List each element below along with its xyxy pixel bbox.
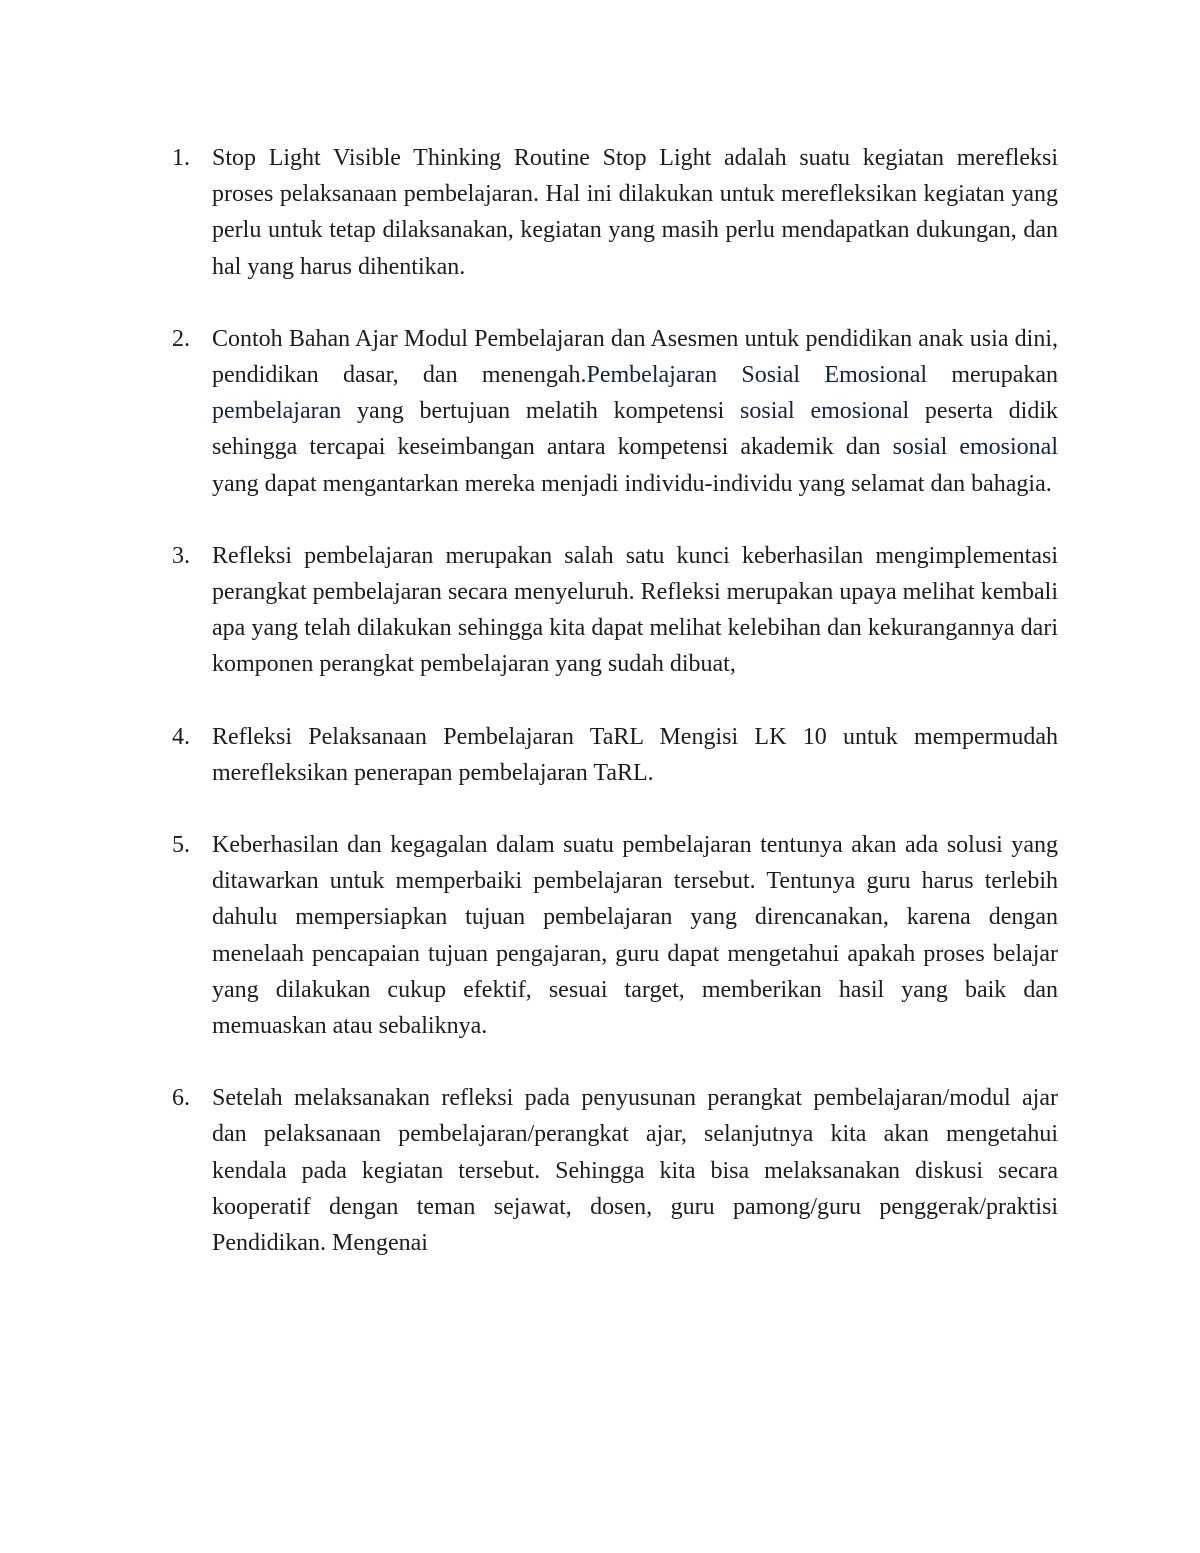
text-segment-emphasis: pembelajaran (212, 398, 342, 425)
list-item-number: 4. (172, 723, 190, 750)
text-segment-emphasis: sosial emosional (740, 398, 910, 425)
list-item-number: 1. (172, 145, 190, 171)
text-segment: peserta didik sehingga tercapai keseimbangan antara kompetensi akademik dan (212, 398, 1058, 461)
list-item (172, 321, 1058, 502)
text-segment: merupakan (927, 362, 1059, 389)
list-item-text (212, 326, 1058, 497)
list-item-text: Setelah melaksanakan refleksi pada penyusunan perangkat pembelajaran/modul ajar dan pelaksanaan pembelajaran/perangkat ajar, selanjutnya kita akan mengetahui kendala pada kegiatan tersebut. Sehingga kita bisa melaksanakan diskusi secara kooperatif dengan teman sejawat, dosen, guru pamong/guru penggerak/praktisi Pendidikan. Mengenai (212, 1085, 1058, 1257)
list-item-number: 2. (172, 325, 190, 352)
numbered-list (172, 140, 1058, 1297)
text-segment-emphasis: Pembelajaran Sosial Emosional (586, 362, 928, 389)
list-item (172, 827, 1058, 1044)
list-item-number: 3. (172, 542, 190, 569)
list-item (172, 538, 1058, 683)
text-segment: yang bertujuan melatih kompetensi (341, 398, 741, 425)
list-item (172, 140, 1058, 285)
text-segment-emphasis: sosial emosional (892, 434, 1058, 461)
list-item-text: Stop Light Visible Thinking Routine Stop Light adalah suatu kegiatan merefleksi proses pelaksanaan pembelajaran. Hal ini dilakukan untuk merefleksikan kegiatan yang perlu untuk tetap dilaksanakan, kegiatan yang masih perlu mendapatkan dukungan, dan hal yang harus dihentikan. (212, 145, 1058, 280)
list-item-text: Keberhasilan dan kegagalan dalam suatu pembelajaran tentunya akan ada solusi yang ditawarkan untuk memperbaiki pembelajaran tersebut. Tentunya guru harus terlebih dahulu mempersiapkan tujuan pembelajaran yang direncanakan, karena dengan menelaah pencapaian tujuan pengajaran, guru dapat mengetahui apakah proses belajar yang dilakukan cukup efektif, sesuai target, memberikan hasil yang baik dan memuaskan atau sebaliknya. (212, 832, 1058, 1040)
list-item-text: Refleksi Pelaksanaan Pembelajaran TaRL Mengisi LK 10 untuk mempermudah merefleksikan penerapan pembelajaran TaRL. (212, 723, 1058, 786)
list-item-number: 5. (172, 832, 190, 859)
text-segment: Contoh Bahan Ajar Modul Pembelajaran dan Asesmen untuk pendidikan anak usia dini, pendidikan dasar, dan menengah. (212, 325, 1058, 389)
list-item (172, 1080, 1058, 1261)
text-segment: yang dapat mengantarkan mereka menjadi individu-individu yang selamat dan bahagia. (212, 470, 1052, 497)
list-item (172, 719, 1058, 791)
list-item-number: 6. (172, 1085, 190, 1112)
list-item-text: Refleksi pembelajaran merupakan salah satu kunci keberhasilan mengimplementasi perangkat pembelajaran secara menyeluruh. Refleksi merupakan upaya melihat kembali apa yang telah dilakukan sehingga kita dapat melihat kelebihan dan kekurangannya dari komponen perangkat pembelajaran yang sudah dibuat, (212, 542, 1058, 678)
